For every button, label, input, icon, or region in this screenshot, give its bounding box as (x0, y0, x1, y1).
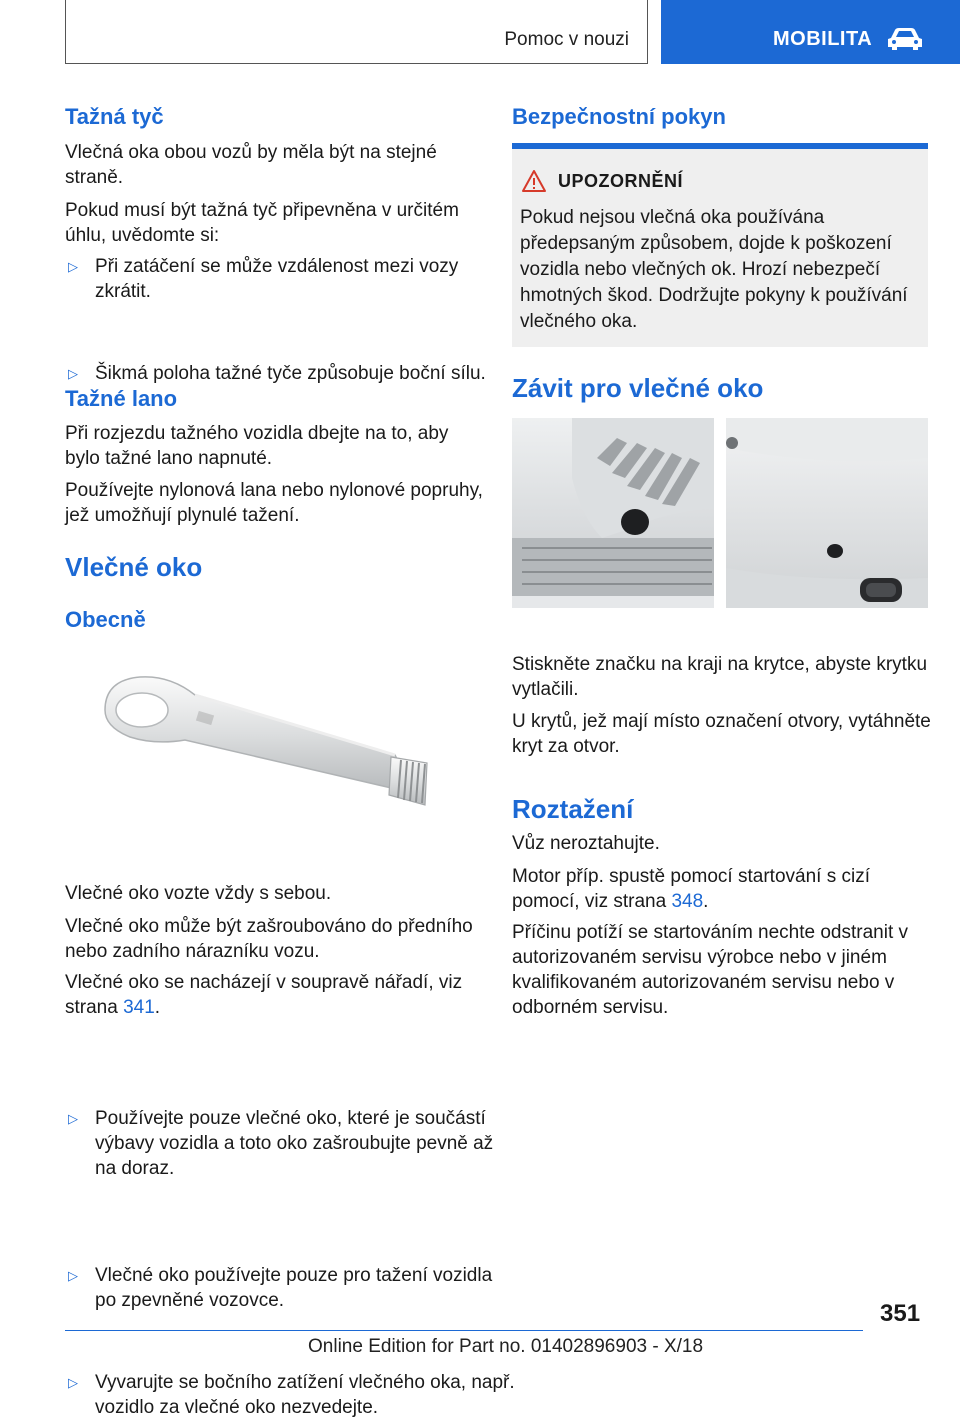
list-item (65, 1263, 515, 1313)
header-chapter-label: MOBILITA (773, 28, 873, 50)
bumper-photos (512, 418, 928, 636)
heading-roztazeni: Roztažení (512, 794, 634, 824)
list-item-text: Šikmá poloha tažné tyče způsobuje boční sílu. (95, 363, 486, 384)
header-chapter-tab (661, 0, 960, 64)
warning-triangle-icon (521, 169, 547, 193)
car-icon (885, 26, 925, 52)
list-item-text: Používejte pouze vlečné oko, které je součástí výbavy vozidla a toto oko zašroubujte pevně až na doraz. (95, 1108, 494, 1179)
bullet-triangle-icon: ▷ (68, 366, 78, 381)
tow-eye-illustration (95, 665, 475, 855)
paragraph: Motor příp. spustě pomocí startování s cizí pomocí, viz strana 348. (512, 866, 870, 912)
warning-text: Pokud nejsou vlečná oka používána předepsaným způsobem, dojde k poškození vozidla nebo vlečných ok. Hrozí nebezpečí hmotných škod. Dodržujte pokyny k používání vlečného oka. (520, 207, 908, 332)
footer-edition: Online Edition for Part no. 01402896903 - X/18 (308, 1336, 704, 1357)
list-item (65, 1370, 515, 1420)
paragraph: Používejte nylonová lana nebo nylonové popruhy, jež umožňují plynulé tažení. (65, 480, 483, 526)
heading-obecne: Obecně (65, 607, 146, 632)
paragraph: Pokud musí být tažná tyč připevněna v určitém úhlu, uvědomte si: (65, 200, 459, 246)
paragraph: Vůz neroztahujte. (512, 833, 660, 854)
warning-label: UPOZORNĚNÍ (558, 171, 684, 191)
page-link-341[interactable]: 341 (123, 997, 155, 1018)
heading-vlecne-oko: Vlečné oko (65, 552, 203, 582)
bullet-triangle-icon: ▷ (68, 1375, 78, 1390)
paragraph: Při rozjezdu tažného vozidla dbejte na to, aby bylo tažné lano napnuté. (65, 423, 449, 469)
list-item (65, 254, 515, 304)
page-number: 351 (880, 1300, 921, 1327)
paragraph: Vlečné oko může být zašroubováno do předního nebo zadního nárazníku vozu. (65, 916, 473, 962)
list-item (65, 1106, 515, 1181)
heading-bezpecnostni-pokyn: Bezpečnostní pokyn (512, 104, 726, 129)
warning-box (512, 149, 928, 347)
paragraph: U krytů, jež mají místo označení otvory, vytáhněte kryt za otvor. (512, 711, 931, 757)
page-link-348[interactable]: 348 (671, 891, 704, 912)
heading-tazna-tyc: Tažná tyč (65, 104, 164, 129)
header-section-box (65, 0, 648, 64)
heading-tazne-lano: Tažné lano (65, 386, 178, 411)
heading-zavit: Závit pro vlečné oko (512, 373, 764, 403)
bullet-triangle-icon: ▷ (68, 1268, 78, 1283)
footer-rule (65, 1330, 863, 1331)
paragraph: Vlečné oko se nacházejí v soupravě nářadí, viz strana 341. (65, 972, 463, 1018)
paragraph: Vlečné oko vozte vždy s sebou. (65, 883, 332, 904)
list-item-text: Vyvarujte se bočního zatížení vlečného oka, např. vozidlo za vlečné oko nezvedejte. (95, 1372, 515, 1418)
list-item-text: Při zatáčení se může vzdálenost mezi vozy zkrátit. (95, 256, 459, 302)
list-item (65, 361, 515, 386)
paragraph: Vlečná oka obou vozů by měla být na stejné straně. (65, 142, 437, 188)
header-section-title: Pomoc v nouzi (504, 29, 629, 50)
paragraph: Příčinu potíží se startováním nechte odstranit v autorizovaném servisu výrobce nebo v jiném kvalifikovaném autorizovaném servisu nebo v odborném servisu. (512, 922, 909, 1018)
bullet-triangle-icon: ▷ (68, 1111, 78, 1126)
paragraph: Stiskněte značku na kraji na krytce, abyste krytku vytlačili. (512, 654, 928, 700)
bullet-triangle-icon: ▷ (68, 259, 78, 274)
list-item-text: Vlečné oko používejte pouze pro tažení vozidla po zpevněné vozovce. (95, 1265, 493, 1311)
